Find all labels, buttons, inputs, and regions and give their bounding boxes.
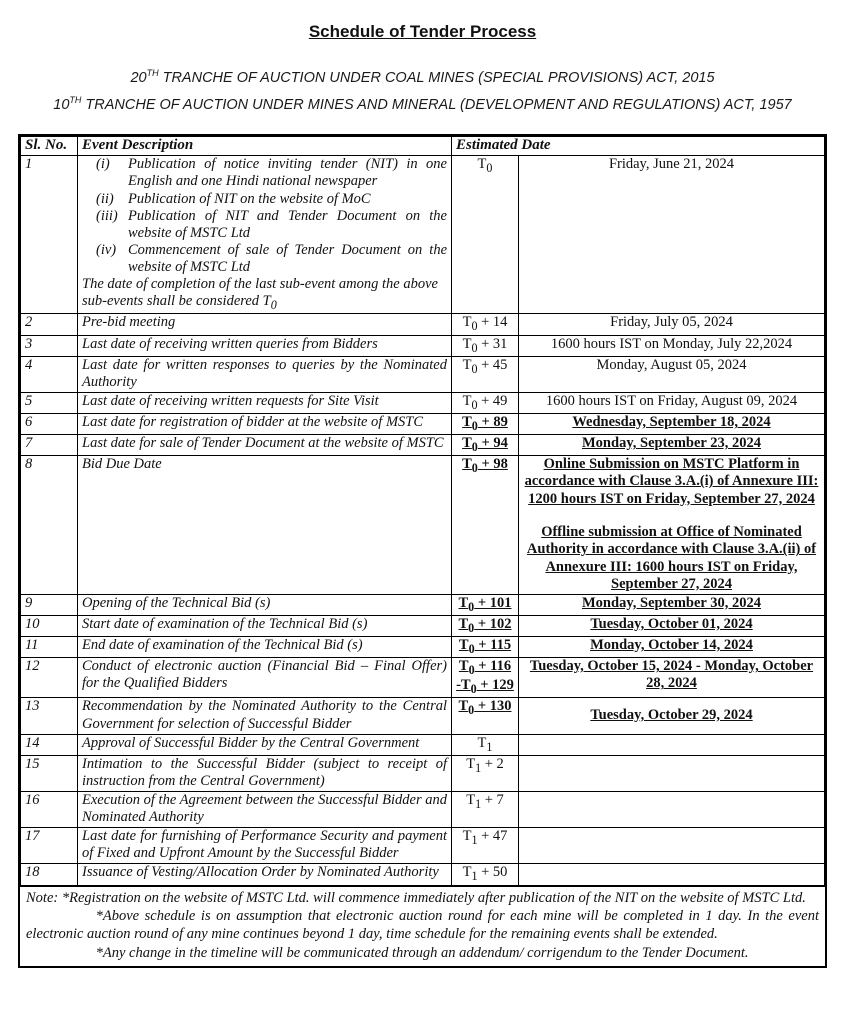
date-spacer xyxy=(523,508,820,525)
event-description-cell: Approval of Successful Bidder by the Central Government xyxy=(78,734,452,755)
sl-no-cell: 8 xyxy=(21,456,78,594)
sl-no-cell: 14 xyxy=(21,734,78,755)
description-sub-item xyxy=(82,191,447,208)
estimated-date-line: Friday, June 21, 2024 xyxy=(608,156,735,173)
subtitle-line-1: 20TH TRANCHE OF AUCTION UNDER COAL MINES (SPECIAL PROVISIONS) ACT, 2015 xyxy=(130,68,715,86)
t-formula-line: $T_1 + 47$ xyxy=(462,828,508,848)
event-description-cell: Conduct of electronic auction (Financial Bid – Final Offer) for the Qualified Bidders xyxy=(78,658,452,698)
sl-no-cell: 9 xyxy=(21,594,78,615)
estimated-date-line: Online Submission on MSTC Platform in accordance with Clause 3.A.(i) of Annexure III: 1200 hours IST on Friday, September 27, 2024 xyxy=(524,456,819,507)
t-formula-line: $T_0 + 116$ xyxy=(458,658,512,678)
estimated-date-cell xyxy=(519,828,825,864)
table-row xyxy=(21,828,825,864)
t-formula-line: $T_0 + 94$ xyxy=(462,435,508,455)
estimated-date-cell xyxy=(519,864,825,885)
t-formula-cell xyxy=(452,734,519,755)
t-formula-line: $T_0 + 98$ xyxy=(462,456,508,476)
ordinal-superscript: TH xyxy=(146,68,159,78)
estimated-date-line: Monday, August 05, 2024 xyxy=(596,356,747,373)
sl-no-cell: 13 xyxy=(21,698,78,734)
estimated-date-line: 1600 hours IST on Monday, July 22,2024 xyxy=(550,335,793,352)
note-section xyxy=(20,886,825,967)
event-description-cell: Last date of receiving written queries from Bidders xyxy=(78,335,452,356)
t-formula-line: $T_0 + 130$ xyxy=(458,698,512,718)
estimated-date-cell xyxy=(519,698,825,734)
table-row xyxy=(21,392,825,413)
tender-schedule-table-wrap xyxy=(18,134,827,969)
estimated-date-cell xyxy=(519,335,825,356)
event-description-cell: Last date for furnishing of Performance Security and payment of Fixed and Upfront Amount by the Successful Bidder xyxy=(78,828,452,864)
table-row xyxy=(21,864,825,885)
table-row xyxy=(21,335,825,356)
sl-no-cell: 4 xyxy=(21,356,78,392)
header-estimated-date: Estimated Date xyxy=(452,136,825,156)
t-formula-line: $T_1 + 7$ xyxy=(466,792,504,811)
estimated-date-line: Tuesday, October 15, 2024 - Monday, October 28, 2024 xyxy=(529,658,814,692)
sl-no-cell: 16 xyxy=(21,792,78,828)
event-description-cell: Bid Due Date xyxy=(78,456,452,594)
note-paragraph-2: *Above schedule is on assumption that electronic auction round for each mine will be completed in 1 day. In the event electronic auction round of any mine continues beyond 1 day, time schedule for the remaining events shall be extended. xyxy=(26,907,819,943)
sl-no-cell: 17 xyxy=(21,828,78,864)
table-header-row xyxy=(21,136,825,156)
sub-item-label: (i) xyxy=(96,156,110,173)
t-formula-line: $T_0 + 31$ xyxy=(462,335,508,355)
estimated-date-cell xyxy=(519,356,825,392)
description-tail-note: The date of completion of the last sub-event among the above sub-events shall be considered $T_0$ xyxy=(82,276,438,313)
t-formula-line: $T_0 + 45$ xyxy=(462,356,508,376)
estimated-date-cell xyxy=(519,734,825,755)
t-formula-cell xyxy=(452,755,519,791)
table-row xyxy=(21,637,825,658)
event-description-cell: Last date for registration of bidder at the website of MSTC xyxy=(78,414,452,435)
sl-no-cell: 12 xyxy=(21,658,78,698)
table-row xyxy=(21,755,825,791)
event-description-cell: Last date for sale of Tender Document at the website of MSTC xyxy=(78,435,452,456)
sl-no-cell: 10 xyxy=(21,615,78,636)
document-subtitles xyxy=(18,62,827,116)
t-formula-line: $T_0 + 115$ xyxy=(458,637,512,656)
estimated-date-line: Wednesday, September 18, 2024 xyxy=(572,414,771,430)
sl-no-cell: 3 xyxy=(21,335,78,356)
table-row xyxy=(21,594,825,615)
estimated-date-line: 1600 hours IST on Friday, August 09, 2024 xyxy=(545,392,798,409)
sub-item-label: (ii) xyxy=(96,190,114,207)
page-title: Schedule of Tender Process xyxy=(308,22,537,41)
t-formula-cell xyxy=(452,414,519,435)
ordinal-superscript: TH xyxy=(69,94,82,105)
estimated-date-cell xyxy=(519,792,825,828)
estimated-date-cell xyxy=(519,414,825,435)
estimated-date-cell xyxy=(519,755,825,791)
t-formula-line: $T_0$ xyxy=(477,156,493,176)
estimated-date-line: Monday, September 23, 2024 xyxy=(582,435,761,452)
description-sub-item xyxy=(82,156,447,190)
estimated-date-line: Monday, October 14, 2024 xyxy=(590,637,753,653)
t-formula-cell xyxy=(452,392,519,413)
estimated-date-cell xyxy=(519,435,825,456)
table-row xyxy=(21,792,825,828)
event-description-cell: Last date of receiving written requests for Site Visit xyxy=(78,392,452,413)
event-description-cell xyxy=(78,156,452,314)
t-formula-cell xyxy=(452,792,519,828)
sl-no-cell: 7 xyxy=(21,435,78,456)
sl-no-cell: 18 xyxy=(21,864,78,885)
table-row xyxy=(21,356,825,392)
event-description-cell: Start date of examination of the Technical Bid (s) xyxy=(78,615,452,636)
note-paragraph-3: *Any change in the timeline will be communicated through an addendum/ corrigendum to the Tender Document. xyxy=(95,944,749,961)
t-formula-line: $T_0 + 14$ xyxy=(462,314,508,334)
estimated-date-cell xyxy=(519,637,825,658)
description-sub-item xyxy=(82,208,447,242)
sub-item-text: Publication of notice inviting tender (NIT) in one English and one Hindi national newspaper xyxy=(128,156,447,190)
table-row xyxy=(21,456,825,594)
sl-no-cell: 6 xyxy=(21,414,78,435)
t-formula-cell xyxy=(452,658,519,698)
table-row xyxy=(21,698,825,734)
event-description-cell: Opening of the Technical Bid (s) xyxy=(78,594,452,615)
t-formula-line: $T_1 + 50$ xyxy=(462,864,508,884)
t-formula-cell xyxy=(452,864,519,885)
t-formula-line: $T_0 + 89$ xyxy=(462,414,508,433)
estimated-date-line: Offline submission at Office of Nominated Authority in accordance with Clause 3.A.(ii) of Annexure III: 1600 hours IST on Friday, September 27, 2024 xyxy=(526,524,817,592)
estimated-date-cell xyxy=(519,156,825,314)
estimated-date-cell xyxy=(519,594,825,615)
event-description-cell: Pre-bid meeting xyxy=(78,314,452,335)
sub-item-text: Publication of NIT on the website of MoC xyxy=(128,190,371,207)
t-formula-line: $T_0 + 101$ xyxy=(458,594,512,614)
sl-no-cell: 1 xyxy=(21,156,78,314)
t-formula-cell xyxy=(452,156,519,314)
estimated-date-cell xyxy=(519,392,825,413)
table-row xyxy=(21,414,825,435)
estimated-date-line: Tuesday, October 01, 2024 xyxy=(590,615,753,632)
event-description-cell: Recommendation by the Nominated Authority to the Central Government for selection of Successful Bidder xyxy=(78,698,452,734)
table-row xyxy=(21,314,825,335)
estimated-date-cell xyxy=(519,456,825,594)
t-formula-line: $-T_0 + 129$ xyxy=(456,677,514,697)
estimated-date-line: Monday, September 30, 2024 xyxy=(582,594,761,611)
t-formula-cell xyxy=(452,435,519,456)
estimated-date-line: Friday, July 05, 2024 xyxy=(610,314,733,331)
subtitle-line-2: 10TH TRANCHE OF AUCTION UNDER MINES AND MINERAL (DEVELOPMENT AND REGULATIONS) ACT, 1957 xyxy=(53,94,792,113)
sub-item-label: (iii) xyxy=(96,207,118,224)
event-description-cell: Intimation to the Successful Bidder (subject to receipt of instruction from the Central Government) xyxy=(78,755,452,791)
sl-no-cell: 5 xyxy=(21,392,78,413)
sl-no-cell: 2 xyxy=(21,314,78,335)
sub-item-text: Commencement of sale of Tender Document on the website of MSTC Ltd xyxy=(128,241,447,275)
t-formula-cell xyxy=(452,637,519,658)
t-formula-cell xyxy=(452,594,519,615)
description-sub-item xyxy=(82,242,447,276)
event-description-cell: End date of examination of the Technical Bid (s) xyxy=(78,637,452,658)
sl-no-cell: 15 xyxy=(21,755,78,791)
t-formula-line: $T_0 + 102$ xyxy=(458,615,512,635)
table-row xyxy=(21,156,825,314)
t-formula-line: $T_0 + 49$ xyxy=(462,392,508,412)
note-paragraph-1: Note: *Registration on the website of MSTC Ltd. will commence immediately after publication of the NIT on the website of MSTC Ltd. xyxy=(26,889,806,906)
t-formula-cell xyxy=(452,314,519,335)
event-description-cell: Execution of the Agreement between the Successful Bidder and Nominated Authority xyxy=(78,792,452,828)
estimated-date-cell xyxy=(519,314,825,335)
sub-item-text: Publication of NIT and Tender Document on the website of MSTC Ltd xyxy=(128,207,447,241)
tender-schedule-table xyxy=(20,136,825,886)
estimated-date-cell xyxy=(519,615,825,636)
t-formula-cell xyxy=(452,698,519,734)
sub-item-label: (iv) xyxy=(96,241,117,258)
table-row xyxy=(21,658,825,698)
t-formula-cell xyxy=(452,356,519,392)
table-row xyxy=(21,615,825,636)
t-formula-cell xyxy=(452,335,519,356)
table-row xyxy=(21,734,825,755)
table-row xyxy=(21,435,825,456)
t-formula-line: $T_1$ xyxy=(477,734,493,754)
t-formula-cell xyxy=(452,615,519,636)
header-event-description: Event Description xyxy=(78,136,452,156)
event-description-cell: Last date for written responses to queries by the Nominated Authority xyxy=(78,356,452,392)
t-formula-line: $T_1 + 2$ xyxy=(466,755,504,775)
estimated-date-cell xyxy=(519,658,825,698)
event-description-cell: Issuance of Vesting/Allocation Order by Nominated Authority xyxy=(78,864,452,885)
sl-no-cell: 11 xyxy=(21,637,78,658)
header-sl-no: Sl. No. xyxy=(21,136,78,156)
t-formula-cell xyxy=(452,828,519,864)
estimated-date-line: Tuesday, October 29, 2024 xyxy=(590,706,753,723)
t-formula-cell xyxy=(452,456,519,594)
tender-table-body xyxy=(21,156,825,885)
